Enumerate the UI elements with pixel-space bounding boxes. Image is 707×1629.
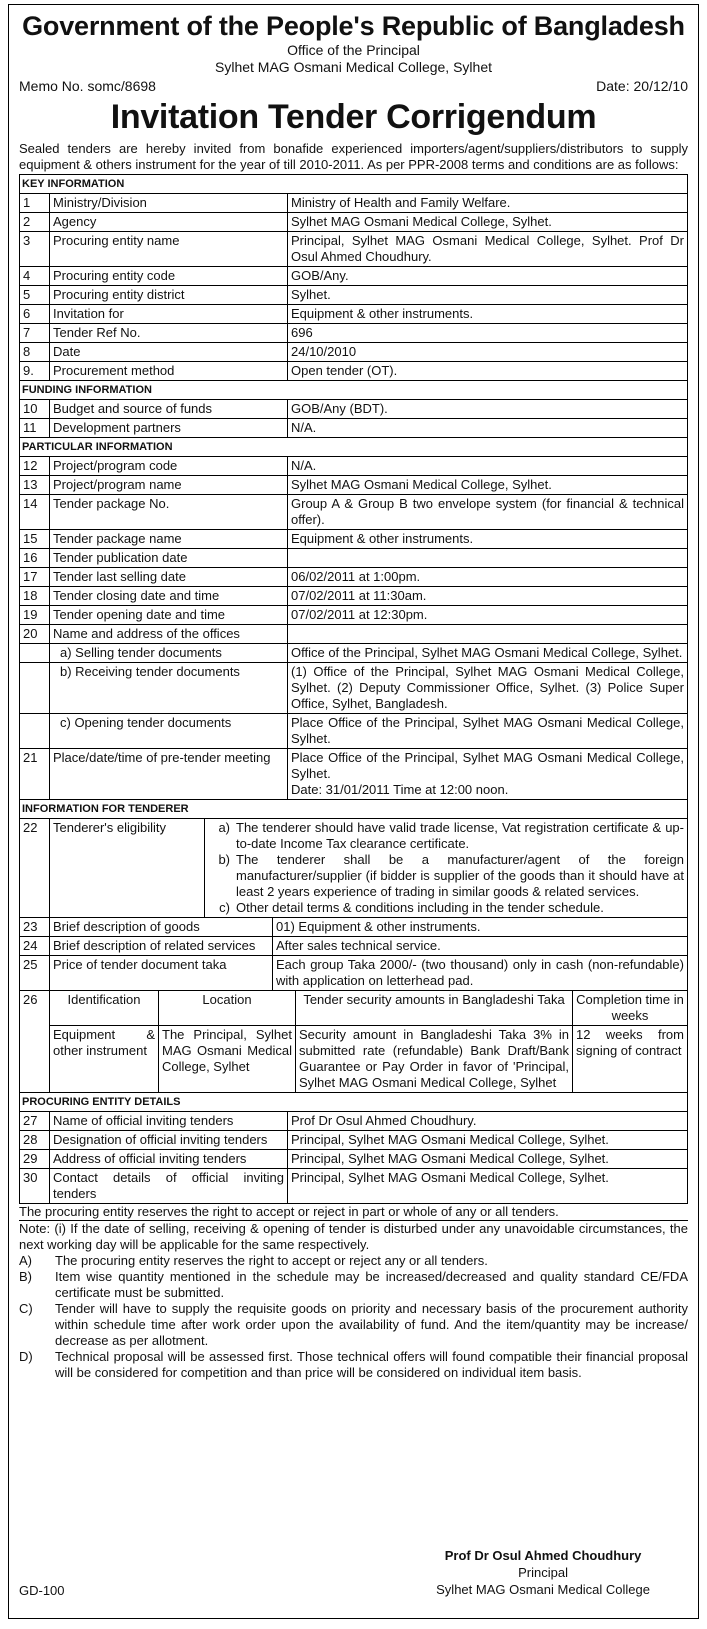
row-label: Name of official inviting tenders [50, 1112, 288, 1131]
eligibility-inner-row [50, 819, 687, 917]
row-label: Designation of official inviting tenders [50, 1131, 288, 1150]
row-inner [50, 918, 687, 936]
table-row [20, 1169, 688, 1204]
memo-number: Memo No. somc/8698 [19, 78, 156, 94]
row-value [288, 213, 688, 232]
page-title: Invitation Tender Corrigendum [110, 98, 597, 136]
table-row [20, 232, 688, 267]
row-label: Procuring entity district [50, 286, 288, 305]
row-value [288, 663, 688, 714]
table-row [20, 419, 688, 438]
section-heading: KEY INFORMATION [20, 175, 688, 194]
row-number: 24 [20, 937, 50, 956]
row-value [288, 1112, 688, 1131]
row-label: Development partners [50, 419, 288, 438]
row-number: 9. [20, 362, 50, 381]
row-label: b) Receiving tender documents [50, 663, 288, 714]
row-value [288, 714, 688, 749]
row-number: 13 [20, 476, 50, 495]
row-label: Agency [50, 213, 288, 232]
row-value-text: GOB/Any. [291, 268, 349, 283]
row-value [288, 400, 688, 419]
row-number: 23 [20, 918, 50, 937]
row-value [288, 606, 688, 625]
table-row [20, 530, 688, 549]
table-row [20, 362, 688, 381]
security-row [20, 991, 688, 1093]
note-item [19, 1269, 688, 1301]
memo-date: Date: 20/12/10 [596, 78, 688, 94]
row-value [288, 587, 688, 606]
table-row [20, 476, 688, 495]
row-label: Name and address of the offices [50, 625, 288, 644]
row-label: Brief description of goods [50, 918, 273, 936]
row-number [20, 663, 50, 714]
row-number: 1 [20, 194, 50, 213]
security-value: The Principal, Sylhet MAG Osmani Medical College, Sylhet [159, 1026, 296, 1093]
row-label: Address of official inviting tenders [50, 1150, 288, 1169]
row-number: 17 [20, 568, 50, 587]
row-inner [50, 937, 687, 955]
security-value: 12 weeks from signing of contract [573, 1026, 688, 1093]
row-value-text: 06/02/2011 at 1:00pm. [291, 569, 421, 584]
eligibility-item [208, 820, 684, 852]
table-row [20, 305, 688, 324]
section-header-row [20, 800, 688, 819]
table-row [20, 625, 688, 644]
row-label: Ministry/Division [50, 194, 288, 213]
row-label: Price of tender document taka [50, 956, 273, 990]
reserve-statement: The procuring entity reserves the right to accept or reject in part or whole of any or all tenders. [19, 1204, 688, 1221]
row-value [288, 194, 688, 213]
row-number: 25 [20, 956, 50, 991]
college-line: Sylhet MAG Osmani Medical College, Sylhet [215, 59, 492, 75]
row-label: Date [50, 343, 288, 362]
row-value [288, 749, 688, 800]
row-value [288, 362, 688, 381]
row-number: 26 [20, 991, 50, 1093]
row-value-text: N/A. [291, 420, 317, 435]
office-line: Office of the Principal [287, 42, 420, 58]
government-heading: Government of the People's Republic of Bangladesh [22, 11, 685, 41]
eligibility-table [50, 819, 687, 917]
row-value [288, 568, 688, 587]
row-number: 2 [20, 213, 50, 232]
row-number: 28 [20, 1131, 50, 1150]
row-value-text: 07/02/2011 at 12:30pm. [291, 607, 428, 622]
row-number: 4 [20, 267, 50, 286]
row-value-text: Place Office of the Principal, Sylhet MAG Osmani Medical College, Sylhet. [291, 750, 684, 781]
row-label: Tender last selling date [50, 568, 288, 587]
security-header: Location [159, 991, 296, 1026]
row-value [288, 305, 688, 324]
item-text: The tenderer should have valid trade license, Vat registration certificate & up-to-date Income Tax clearance certificate. [236, 820, 684, 851]
table-row [20, 918, 688, 937]
row-number: 6 [20, 305, 50, 324]
row-number [20, 714, 50, 749]
security-data-row [50, 1026, 687, 1093]
security-table [50, 991, 687, 1092]
table-row [20, 606, 688, 625]
note-item [19, 1253, 688, 1269]
notes-list [19, 1253, 688, 1381]
table-row [20, 343, 688, 362]
row-value: 01) Equipment & other instruments. [276, 919, 481, 934]
row-value [288, 457, 688, 476]
table-row [20, 267, 688, 286]
row-value-text: Principal, Sylhet MAG Osmani Medical College, Sylhet. Prof Dr Osul Ahmed Choudhury. [291, 233, 684, 264]
item-key: c) [219, 900, 230, 915]
section-header-row [20, 438, 688, 457]
section-header-row [20, 381, 688, 400]
row-value-text: Ministry of Health and Family Welfare. [291, 195, 511, 210]
row-value [288, 476, 688, 495]
row-number: 3 [20, 232, 50, 267]
section-heading: FUNDING INFORMATION [20, 381, 688, 400]
table-row [20, 937, 688, 956]
table-row [20, 495, 688, 530]
row-label: Tender package name [50, 530, 288, 549]
security-header: Tender security amounts in Bangladeshi Taka [296, 991, 573, 1026]
table-row [20, 1131, 688, 1150]
row-number: 20 [20, 625, 50, 644]
row-value-text: 07/02/2011 at 11:30am. [291, 588, 427, 603]
row-value-text: 24/10/2010 [291, 344, 357, 359]
eligibility-item [208, 900, 684, 916]
note-item [19, 1301, 688, 1349]
row-number: 15 [20, 530, 50, 549]
note-text: Tender will have to supply the requisite goods on priority and necessary basis of the procurement authority within schedule time after work order upon the availability of fund. And the item/quantity may be increase/ decrease as per allotment. [55, 1301, 688, 1348]
table-row [20, 400, 688, 419]
row-value-text: Principal, Sylhet MAG Osmani Medical College, Sylhet. [291, 1151, 609, 1166]
note-text: Technical proposal will be assessed first. Those technical offers will found compatible their financial proposal will be considered for competition and than price will be considered on individual item basis. [55, 1349, 688, 1380]
row-cell [50, 937, 688, 956]
row-label: Contact details of official inviting tenders [50, 1169, 288, 1204]
section-heading: INFORMATION FOR TENDERER [20, 800, 688, 819]
row-number: 5 [20, 286, 50, 305]
row-label: Project/program code [50, 457, 288, 476]
row-value-text: 696 [291, 325, 313, 340]
signature-block [436, 1547, 650, 1598]
table-row [20, 1150, 688, 1169]
row-value-text: Office of the Principal, Sylhet MAG Osmani Medical College, Sylhet. [291, 645, 683, 660]
signatory-college: Sylhet MAG Osmani Medical College [436, 1582, 650, 1597]
row-value-text: Equipment & other instruments. [291, 531, 474, 546]
row-value-text: Prof Dr Osul Ahmed Choudhury. [291, 1113, 477, 1128]
eligibility-row [20, 819, 688, 918]
row-value-text: Principal, Sylhet MAG Osmani Medical College, Sylhet. [291, 1170, 609, 1185]
row-value-text: N/A. [291, 458, 317, 473]
row-number [20, 644, 50, 663]
row-label: Tender package No. [50, 495, 288, 530]
row-number: 16 [20, 549, 50, 568]
row-number: 8 [20, 343, 50, 362]
table-row [20, 587, 688, 606]
row-value-text-2: Date: 31/01/2011 Time at 12:00 noon. [291, 782, 509, 797]
row-value-text: Group A & Group B two envelope system (for financial & technical offer). [291, 496, 684, 527]
row-label: Tender closing date and time [50, 587, 288, 606]
row-number: 21 [20, 749, 50, 800]
eligibility-items [205, 819, 688, 917]
row-number: 12 [20, 457, 50, 476]
information-table [19, 174, 688, 1204]
row-inner-table [50, 956, 687, 990]
table-row [20, 549, 688, 568]
row-value-text: Place Office of the Principal, Sylhet MAG Osmani Medical College, Sylhet. [291, 715, 684, 746]
eligibility-cell [50, 819, 688, 918]
table-row [20, 749, 688, 800]
signatory-name: Prof Dr Osul Ahmed Choudhury [444, 1548, 642, 1563]
row-number: 29 [20, 1150, 50, 1169]
security-value: Equipment & other instrument [50, 1026, 159, 1093]
row-number: 30 [20, 1169, 50, 1204]
row-value [288, 267, 688, 286]
table-row [20, 286, 688, 305]
row-value-text: Principal, Sylhet MAG Osmani Medical College, Sylhet. [291, 1132, 609, 1147]
table-row [20, 663, 688, 714]
row-value: After sales technical service. [276, 938, 441, 953]
row-label: Tenderer's eligibility [50, 819, 205, 917]
row-number: 10 [20, 400, 50, 419]
note-text: The procuring entity reserves the right to accept or reject any or all tenders. [55, 1253, 488, 1268]
row-label: Budget and source of funds [50, 400, 288, 419]
row-value-text: (1) Office of the Principal, Sylhet MAG Osmani Medical College, Sylhet. (2) Deputy Commissioner Office, Sylhet. (3) Police Super Office, Sylhet, Bangladesh. [291, 664, 684, 711]
item-text: The tenderer shall be a manufacturer/agent of the foreign manufacturer/supplier (if bidder is supplier of the goods than it should have at least 2 years experience of trading in similar goods & related services. [236, 852, 684, 899]
row-value-text: Sylhet MAG Osmani Medical College, Sylhet. [291, 214, 552, 229]
row-inner [50, 956, 687, 990]
row-label: Place/date/time of pre-tender meeting [50, 749, 288, 800]
row-value [288, 419, 688, 438]
row-label: Project/program name [50, 476, 288, 495]
row-cell [50, 918, 688, 937]
item-key: a) [218, 820, 230, 835]
row-cell [50, 956, 688, 991]
row-label: Brief description of related services [50, 937, 273, 955]
table-row [20, 644, 688, 663]
item-key: b) [218, 852, 230, 867]
table-row [20, 213, 688, 232]
section-header-row [20, 175, 688, 194]
row-label: a) Selling tender documents [50, 644, 288, 663]
row-label: Procurement method [50, 362, 288, 381]
table-row [20, 568, 688, 587]
row-value [288, 495, 688, 530]
row-number: 19 [20, 606, 50, 625]
row-number: 18 [20, 587, 50, 606]
security-header: Identification [50, 991, 159, 1026]
row-value-text: GOB/Any (BDT). [291, 401, 388, 416]
note-text: Item wise quantity mentioned in the schedule may be increased/decreased and quality standard CE/FDA certificate must be submitted. [55, 1269, 688, 1300]
row-label: Procuring entity name [50, 232, 288, 267]
row-label: Tender Ref No. [50, 324, 288, 343]
row-value [288, 1131, 688, 1150]
row-number: 11 [20, 419, 50, 438]
table-row [20, 956, 688, 991]
row-value [288, 232, 688, 267]
row-number: 7 [20, 324, 50, 343]
section-heading: PROCURING ENTITY DETAILS [20, 1093, 688, 1112]
table-row [20, 1112, 688, 1131]
row-value [288, 644, 688, 663]
table-row [20, 194, 688, 213]
row-value [288, 286, 688, 305]
signatory-designation: Principal [518, 1565, 568, 1580]
tender-notice [8, 4, 699, 1619]
footer-code: GD-100 [19, 1583, 65, 1598]
row-inner-table [50, 918, 687, 936]
security-cell [50, 991, 688, 1093]
notes-section [19, 1204, 688, 1381]
row-label: Procuring entity code [50, 267, 288, 286]
row-value-text: Equipment & other instruments. [291, 306, 474, 321]
row-inner-table [50, 937, 687, 955]
row-value [288, 1169, 688, 1204]
table-row [20, 457, 688, 476]
row-value-text: Sylhet MAG Osmani Medical College, Sylhet. [291, 477, 552, 492]
note-key: C) [19, 1301, 33, 1316]
security-value: Security amount in Bangladeshi Taka 3% in submitted rate (refundable) Bank Draft/Bank Guarantee or Pay Order in favor of 'Principal, Sylhet MAG Osmani Medical College, Sylhet [296, 1026, 573, 1093]
memo-row [19, 78, 688, 94]
row-label: Tender opening date and time [50, 606, 288, 625]
table-row [20, 714, 688, 749]
row-label: Tender publication date [50, 549, 288, 568]
row-value [288, 1150, 688, 1169]
intro-paragraph: Sealed tenders are hereby invited from bonafide experienced importers/agent/suppliers/distributors to supply equipment & others instrument for the year of till 2010-2011. As per PPR-2008 terms and conditions are as follows: [19, 141, 688, 172]
row-value [288, 549, 688, 568]
table-row [20, 324, 688, 343]
security-header: Completion time in weeks [573, 991, 688, 1026]
row-value [288, 343, 688, 362]
item-text: Other detail terms & conditions including in the tender schedule. [236, 900, 604, 915]
security-header-row [50, 991, 687, 1026]
row-number: 14 [20, 495, 50, 530]
row-value-text: Sylhet. [291, 287, 331, 302]
row-value [288, 530, 688, 549]
row-value: Each group Taka 2000/- (two thousand) only in cash (non-refundable) with application on letterhead pad. [276, 957, 684, 988]
row-value [288, 324, 688, 343]
note-paragraph: Note: (i) If the date of selling, receiving & opening of tender is disturbed under any unavoidable circumstances, the next working day will be applicable for the same respectively. [19, 1221, 688, 1252]
note-key: D) [19, 1349, 33, 1364]
note-item [19, 1349, 688, 1381]
row-label: Invitation for [50, 305, 288, 324]
eligibility-item [208, 852, 684, 900]
row-value [288, 625, 688, 644]
row-label: c) Opening tender documents [50, 714, 288, 749]
row-number: 22 [20, 819, 50, 918]
section-header-row [20, 1093, 688, 1112]
note-key: B) [19, 1269, 32, 1284]
row-number: 27 [20, 1112, 50, 1131]
section-heading: PARTICULAR INFORMATION [20, 438, 688, 457]
note-key: A) [19, 1253, 32, 1268]
row-value-text: Open tender (OT). [291, 363, 398, 378]
